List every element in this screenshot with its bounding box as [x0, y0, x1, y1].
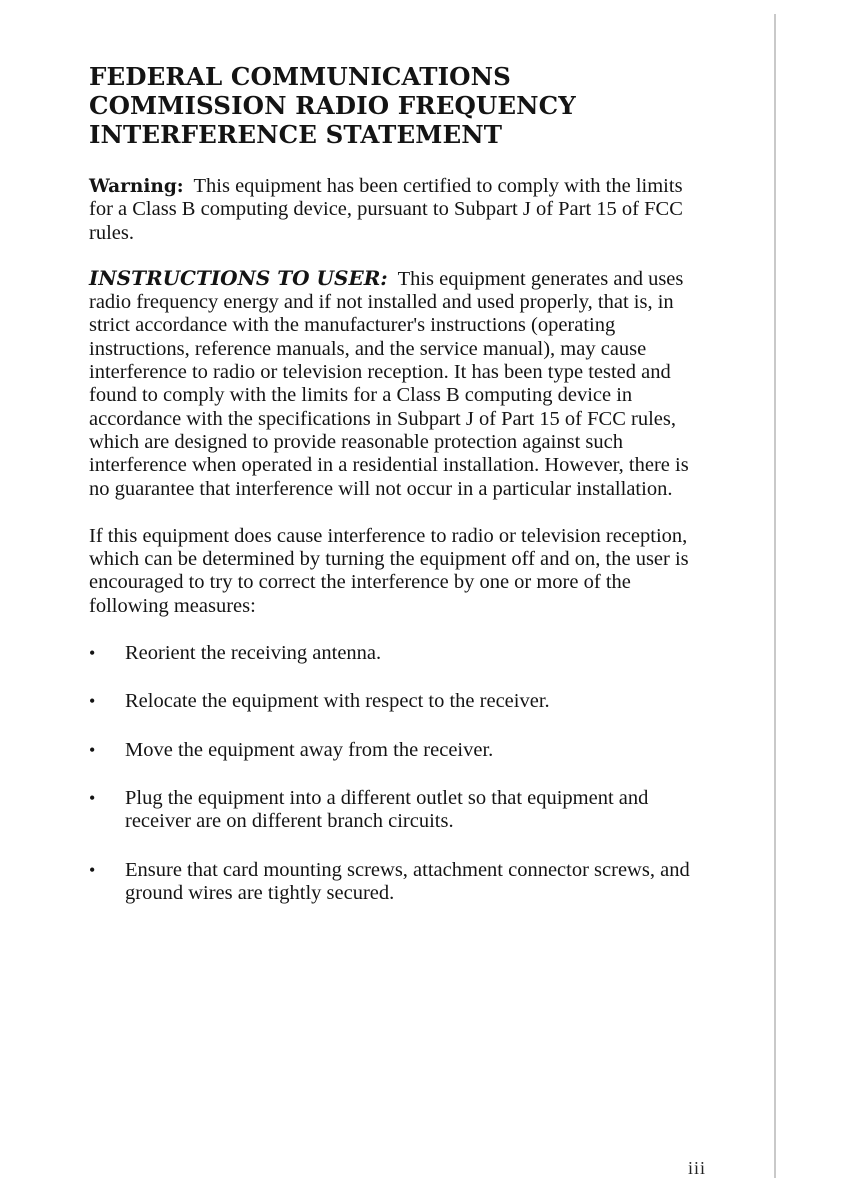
- measure-text: Relocate the equipment with respect to the receiver.: [125, 690, 550, 713]
- title-line-2: COMMISSION RADIO FREQUENCY: [89, 91, 576, 120]
- page-number: iii: [688, 1158, 707, 1178]
- bullet-icon: •: [89, 787, 96, 808]
- bullet-icon: •: [89, 691, 96, 712]
- page-title: [89, 62, 709, 149]
- bullet-icon: •: [89, 739, 96, 760]
- warning-label: Warning:: [89, 176, 184, 197]
- measure-text: Ensure that card mounting screws, attachment connector screws, and ground wires are tightly secured.: [125, 858, 690, 904]
- measure-text: Reorient the receiving antenna.: [125, 642, 382, 665]
- bullet-icon: •: [89, 643, 96, 664]
- list-item: [89, 690, 709, 713]
- instructions-label: INSTRUCTIONS TO USER:: [89, 265, 388, 290]
- bullet-icon: •: [89, 859, 96, 880]
- measures-list: [89, 642, 709, 905]
- document-body: [89, 62, 709, 930]
- warning-text: This equipment has been certified to comply with the limits for a Class B computing device, pursuant to Subpart J of Part 15 of FCC rules.: [89, 175, 683, 244]
- list-item: [89, 787, 709, 834]
- list-item: [89, 642, 709, 665]
- list-item: [89, 859, 709, 906]
- title-line-3: INTERFERENCE STATEMENT: [89, 120, 503, 149]
- warning-paragraph: [89, 175, 709, 245]
- instructions-paragraph: [89, 267, 709, 501]
- measures-intro-paragraph: If this equipment does cause interference to radio or television reception, which can be determined by turning the equipment off and on, the user is encouraged to try to correct the interference by one or more of the following measures:: [89, 524, 689, 617]
- list-item: [89, 739, 709, 762]
- measure-text: Plug the equipment into a different outlet so that equipment and receiver are on different branch circuits.: [125, 786, 649, 833]
- measure-text: Move the equipment away from the receiver.: [125, 738, 494, 761]
- page-edge-line: [774, 14, 776, 1178]
- title-line-1: FEDERAL COMMUNICATIONS: [89, 62, 511, 91]
- instructions-text: This equipment generates and uses radio frequency energy and if not installed and used properly, that is, in strict accordance with the manufacturer's instructions (operating instructions, reference manuals, and the service manual), may cause interference to radio or television reception. It has been type tested and found to comply with the limits for a Class B computing device in accordance with the specifications in Subpart J of Part 15 of FCC rules, which are designed to provide reasonable protection against such interference when operated in a residential installation. However, there is no guarantee that interference will not occur in a particular installation.: [89, 267, 689, 500]
